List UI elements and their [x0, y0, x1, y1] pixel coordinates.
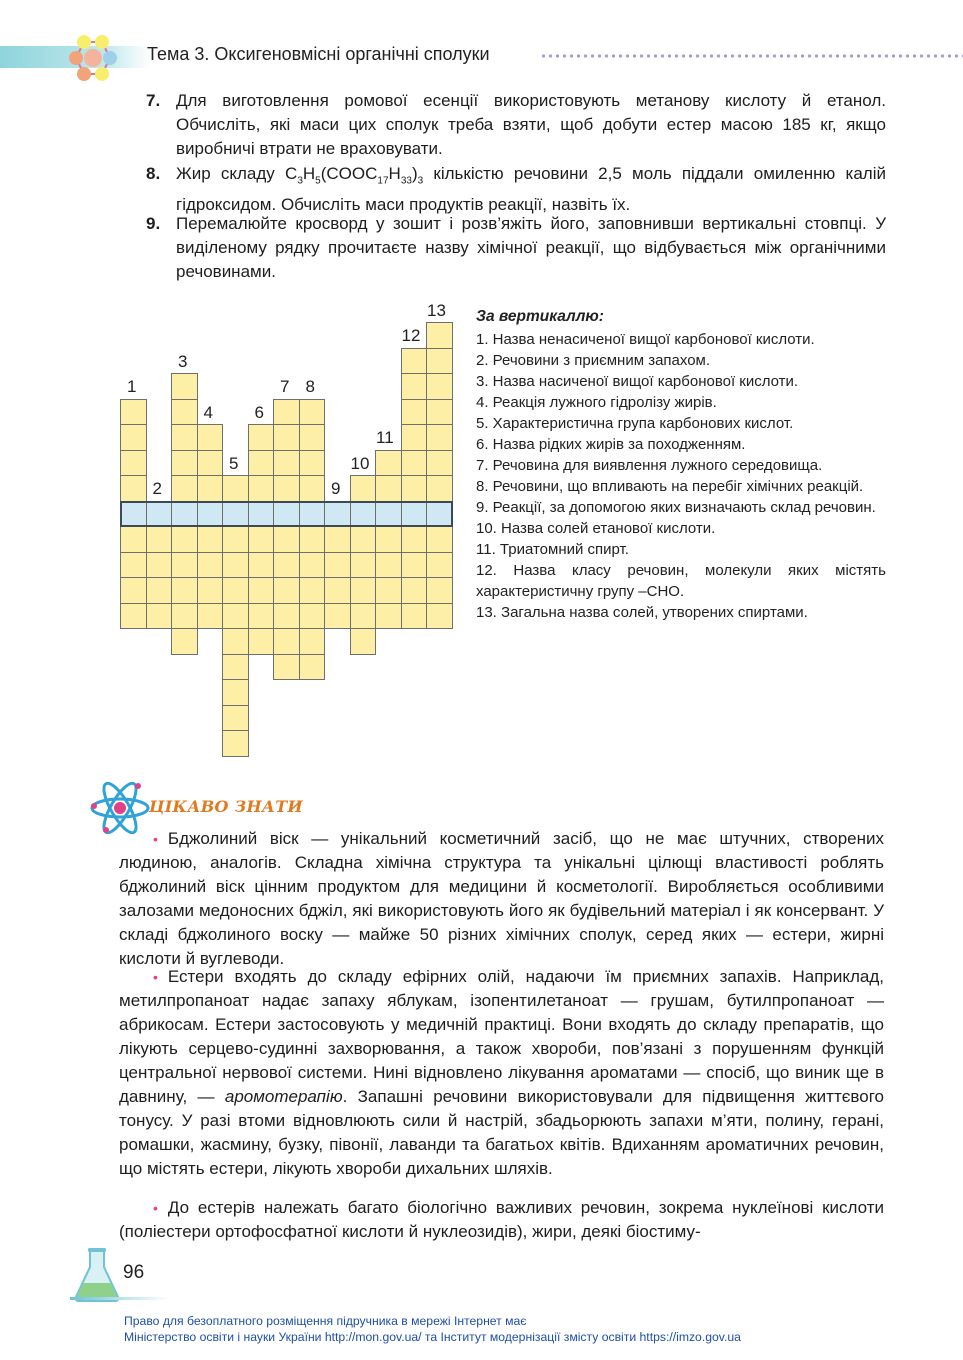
crossword-cell [375, 552, 402, 579]
crossword-cell [197, 450, 224, 477]
crossword-cell [426, 603, 453, 630]
crossword-cell [248, 475, 275, 502]
crossword-number: 4 [203, 402, 213, 422]
crossword-cell [401, 552, 428, 579]
clue-item: 11. Триатомний спирт. [476, 541, 629, 558]
crossword-cell [248, 526, 275, 553]
task-9 [146, 212, 886, 284]
section-title: ЦІКАВО ЗНАТИ [149, 797, 303, 816]
crossword-cell [401, 450, 428, 477]
crossword-cell [120, 424, 147, 451]
crossword-cell [222, 552, 249, 579]
crossword-cell [171, 475, 198, 502]
clue-item: 12. Назва класу речовин, молекули яких містять характеристичну групу –CHO. [476, 562, 886, 600]
crossword-cell [171, 577, 198, 604]
crossword-cell [426, 322, 453, 349]
crossword-cell [273, 577, 300, 604]
crossword-cell [120, 577, 147, 604]
crossword-number: 1 [127, 377, 137, 396]
page-number: 96 [123, 1262, 145, 1283]
bullet-icon: • [153, 831, 158, 847]
crossword-cell [273, 603, 300, 630]
crossword-clues [476, 306, 886, 623]
crossword-cell [299, 552, 326, 579]
emphasis-term: аромотерапію [224, 1087, 343, 1106]
crossword-cell [426, 399, 453, 426]
crossword-cell [146, 526, 173, 553]
crossword-cell [375, 603, 402, 630]
crossword-cell [222, 628, 249, 655]
crossword-cell [273, 475, 300, 502]
crossword-cell [299, 603, 326, 630]
crossword-cell [248, 552, 275, 579]
clue-item: 6. Назва рідких жирів за походженням. [476, 436, 746, 453]
crossword-cell [120, 603, 147, 630]
clue-item: 4. Реакція лужного гідролізу жирів. [476, 394, 717, 411]
crossword-cell [401, 603, 428, 630]
crossword-cell [299, 526, 326, 553]
crossword-cell [426, 526, 453, 553]
molecule-icon [62, 28, 134, 86]
footer-line [70, 1297, 170, 1300]
crossword-cell [426, 348, 453, 375]
task-text: Перемалюйте кросворд у зошит і розв’яжіть його, заповнивши вертикальні стовпці. У виділеному рядку прочитаєте назву хімічної реакції, що відбувається між органічними речовинами. [176, 214, 886, 281]
crossword-cell [120, 552, 147, 579]
crossword-cell [273, 552, 300, 579]
crossword-cell [375, 475, 402, 502]
crossword-cell [222, 730, 249, 757]
crossword-cell [350, 577, 377, 604]
crossword-cell [426, 577, 453, 604]
crossword-cell [120, 450, 147, 477]
crossword-cell [324, 577, 351, 604]
crossword-cell [324, 526, 351, 553]
crossword-cell [222, 475, 249, 502]
crossword-cell [375, 526, 402, 553]
crossword-cell [171, 424, 198, 451]
crossword-highlight-row [120, 501, 453, 528]
crossword-cell [171, 628, 198, 655]
task-7 [146, 89, 886, 161]
crossword-cell [375, 450, 402, 477]
crossword-cell [273, 628, 300, 655]
crossword-cell [120, 526, 147, 553]
clue-item: 10. Назва солей етанової кислоти. [476, 520, 716, 537]
crossword-cell [248, 577, 275, 604]
crossword-number: 12 [401, 326, 421, 345]
crossword-cell [171, 373, 198, 400]
crossword-number: 11 [376, 428, 394, 447]
crossword-cell [197, 475, 224, 502]
crossword-cell [426, 450, 453, 477]
crossword-number: 2 [152, 479, 162, 498]
crossword-cell [299, 577, 326, 604]
clues-title: За вертикаллю: [476, 308, 604, 325]
crossword-cell [299, 654, 326, 681]
crossword-cell [248, 603, 275, 630]
crossword-cell [324, 603, 351, 630]
footer-line-2: Міністерство освіти і науки України http://mon.gov.ua/ та Інститут модернізації змісту освіти https://imzo.gov.ua [124, 1330, 741, 1344]
crossword-number: 6 [254, 402, 264, 422]
crossword-cell [146, 603, 173, 630]
crossword-cell [299, 399, 326, 426]
crossword-cell [197, 424, 224, 451]
crossword-cell [197, 552, 224, 579]
crossword-cell [299, 628, 326, 655]
crossword-cell [350, 475, 377, 502]
crossword-cell [426, 475, 453, 502]
crossword-cell [120, 475, 147, 502]
crossword-cell [350, 603, 377, 630]
crossword-cell [273, 399, 300, 426]
crossword-cell [146, 577, 173, 604]
task-8 [146, 162, 886, 217]
clue-item: 1. Назва ненасиченої вищої карбонової кислоти. [476, 331, 815, 348]
crossword-number: 5 [229, 453, 239, 473]
crossword-cell [324, 552, 351, 579]
crossword-cell [273, 654, 300, 681]
crossword-cell [248, 450, 275, 477]
task-number: 9. [146, 214, 161, 233]
crossword-cell [197, 577, 224, 604]
crossword-cell [197, 526, 224, 553]
crossword-cell [248, 628, 275, 655]
chapter-title: Тема 3. Оксигеновмісні органічні сполуки [147, 44, 490, 64]
crossword-cell [299, 424, 326, 451]
crossword-cell [401, 348, 428, 375]
crossword-cell [273, 424, 300, 451]
crossword-cell [426, 373, 453, 400]
clue-item: 8. Речовини, що впливають на перебіг хімічних реакцій. [476, 478, 864, 495]
crossword-cell [350, 552, 377, 579]
crossword-cell [171, 552, 198, 579]
task-text: Для виготовлення ромової есенції використовують метанову кислоту й етанол. Обчисліть, які маси цих сполук треба взяти, щоб добути естер масою 185 кг, якщо виробничі втрати не враховувати. [176, 91, 886, 158]
crossword-cell [350, 628, 377, 655]
crossword-cell [222, 705, 249, 732]
crossword-cell [171, 603, 198, 630]
crossword-cell [273, 450, 300, 477]
crossword-cell [299, 450, 326, 477]
task-number: 8. [146, 164, 161, 183]
crossword-number: 3 [178, 351, 188, 371]
header-dotted-line [540, 54, 963, 58]
crossword-cell [401, 424, 428, 451]
footer-line-1: Право для безоплатного розміщення підручника в мережі Інтернет має [124, 1314, 527, 1328]
clue-item: 13. Загальна назва солей, утворених спиртами. [476, 604, 808, 621]
crossword-cell [401, 577, 428, 604]
clue-list [476, 329, 886, 623]
crossword-cell [222, 654, 249, 681]
crossword-number: 7 [280, 377, 290, 396]
crossword-cell [401, 373, 428, 400]
crossword-number: 13 [427, 300, 446, 320]
crossword-cell [222, 679, 249, 706]
bullet-icon: • [153, 969, 158, 985]
crossword-cell [375, 577, 402, 604]
crossword-cell [299, 475, 326, 502]
crossword-cell [171, 526, 198, 553]
paragraph-esters: • Естери входять до складу ефірних олій, надаючи їм приємних запахів. Наприклад, метилпропаноат надає запаху яблукам, ізопентилетаноат — грушам, бутилпропаноат — абрикосам. Естери застосовують у медичній практиці. Вони входять до складу препаратів, що лікують серцево-судинні захворювання, а також хвороби, пов’язані з порушенням функцій центральної нервової системи. Нині відновлено лікування ароматами — спосіб, що виник ще в давнину, — аромотерапію. Запашні речовини використовували для підвищення життєвого тонусу. У разі втоми відновлюють сили й настрій, збадьорюють запахи м’яти, полину, герані, ромашки, жасмину, бузку, півонії, лаванди та багатьох квітів. Вдиханням ароматичних речовин, що містять естери, лікують хвороби дихальних шляхів. [119, 967, 884, 1178]
crossword-cell [222, 526, 249, 553]
task-number: 7. [146, 91, 161, 110]
crossword-cell [426, 424, 453, 451]
crossword-cell [426, 552, 453, 579]
clue-item: 9. Реакції, за допомогою яких визначають склад речовин. [476, 499, 876, 516]
clue-item: 3. Назва насиченої вищої карбонової кислоти. [476, 373, 799, 390]
flask-icon [72, 1247, 122, 1303]
task-text: Жир складу $C_3H_5(COOC_{17}H_{33})_3$ кількістю речовини 2,5 моль піддали омиленню калій гідроксидом. Обчисліть маси продуктів реакції, назвіть їх. [176, 164, 886, 215]
crossword-cell [171, 399, 198, 426]
clue-item: 7. Речовина для виявлення лужного середовища. [476, 457, 823, 474]
crossword-cell [120, 399, 147, 426]
crossword-number: 9 [331, 479, 341, 498]
clue-item: 5. Характеристична група карбонових кислот. [476, 415, 794, 432]
crossword-cell [146, 552, 173, 579]
clue-item: 2. Речовини з приємним запахом. [476, 352, 711, 369]
crossword-cell [350, 526, 377, 553]
crossword-cell [401, 475, 428, 502]
crossword-cell [401, 399, 428, 426]
paragraph-beeswax: • Бджолиний віск — унікальний косметичний засіб, що не має штучних, створених людиною, аналогів. Складна хімічна структура та унікальні цілющі властивості роблять бджолиний віск цінним продуктом для медицини й косметології. Виробляється особливими залозами медоносних бджіл, які використовують його як будівельний матеріал і як консервант. У складі бджолиного воску — майже 50 різних хімічних сполук, серед яких — естери, жирні кислоти й вуглеводи. [119, 829, 884, 968]
crossword-number: 10 [350, 453, 370, 473]
crossword-cell [222, 577, 249, 604]
paragraph-biology: • До естерів належать багато біологічно важливих речовин, зокрема нуклеїнові кислоти (поліестери ортофосфатної кислоти й нуклеозидів), жири, деякі біостиму- [119, 1198, 884, 1241]
crossword-cell [197, 603, 224, 630]
crossword-cell [401, 526, 428, 553]
crossword-cell [248, 424, 275, 451]
bullet-icon: • [153, 1200, 158, 1216]
crossword-cell [171, 450, 198, 477]
crossword-cell [222, 603, 249, 630]
crossword-cell [273, 526, 300, 553]
footer-copyright [124, 1313, 741, 1345]
crossword-number: 8 [305, 377, 315, 396]
